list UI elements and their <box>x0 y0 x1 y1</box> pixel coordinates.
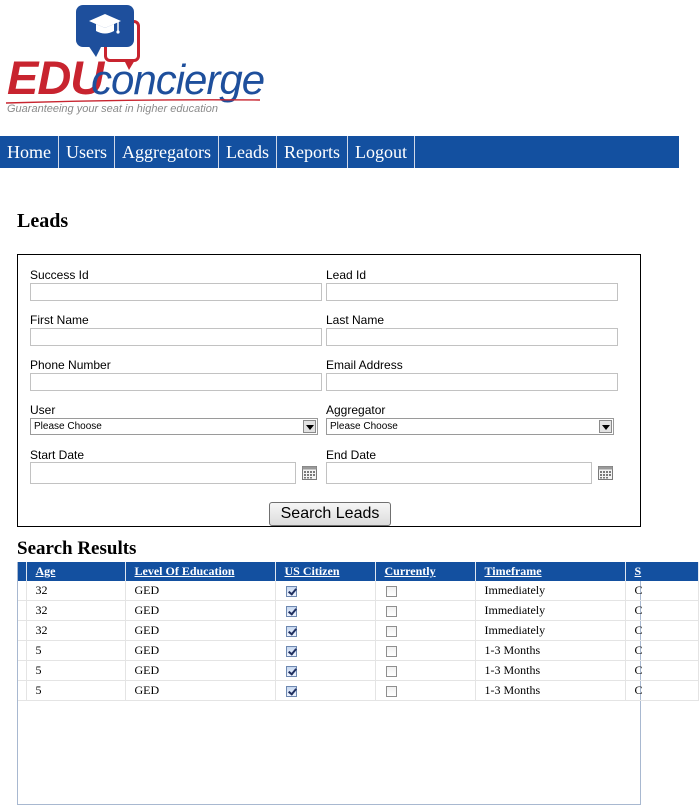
cell-currently <box>375 681 475 701</box>
cell-currently <box>375 601 475 621</box>
cell-s: C <box>625 601 698 621</box>
results-grid-container[interactable] <box>17 562 641 805</box>
row-selector[interactable] <box>18 681 26 701</box>
aggregator-label: Aggregator <box>326 403 386 417</box>
last-name-input[interactable] <box>326 328 618 346</box>
cell-timeframe: 1-3 Months <box>475 641 625 661</box>
cell-us-citizen <box>275 581 375 601</box>
row-selector[interactable] <box>18 581 26 601</box>
us-citizen-checkbox[interactable] <box>286 646 297 657</box>
cell-timeframe: Immediately <box>475 621 625 641</box>
cell-s: C <box>625 681 698 701</box>
us-citizen-checkbox[interactable] <box>286 606 297 617</box>
first-name-input[interactable] <box>30 328 322 346</box>
cell-us-citizen <box>275 601 375 621</box>
cell-age: 32 <box>26 581 125 601</box>
logo-tagline: Guaranteeing your seat in higher education <box>7 103 218 115</box>
table-row[interactable] <box>18 601 698 621</box>
cell-us-citizen <box>275 621 375 641</box>
search-results-title: Search Results <box>17 538 137 559</box>
success-id-label: Success Id <box>30 268 89 282</box>
cell-s: C <box>625 621 698 641</box>
chevron-down-icon[interactable] <box>599 420 612 433</box>
nav-item-users[interactable]: Users <box>59 136 115 168</box>
user-label: User <box>30 403 56 417</box>
first-name-label: First Name <box>30 313 89 327</box>
cell-education: GED <box>125 621 275 641</box>
nav-item-home[interactable]: Home <box>0 136 59 168</box>
cell-age: 5 <box>26 641 125 661</box>
currently-checkbox[interactable] <box>386 666 397 677</box>
cell-age: 32 <box>26 601 125 621</box>
start-date-input[interactable] <box>30 462 296 484</box>
success-id-input[interactable] <box>30 283 322 301</box>
cell-timeframe: Immediately <box>475 581 625 601</box>
currently-checkbox[interactable] <box>386 646 397 657</box>
end-date-input[interactable] <box>326 462 592 484</box>
row-selector-header <box>18 562 26 581</box>
cell-s: C <box>625 641 698 661</box>
graduation-cap-icon <box>88 12 122 38</box>
user-select-value: Please Choose <box>34 421 102 432</box>
row-selector[interactable] <box>18 621 26 641</box>
email-address-label: Email Address <box>326 358 403 372</box>
cell-education: GED <box>125 661 275 681</box>
us-citizen-checkbox[interactable] <box>286 626 297 637</box>
results-table <box>18 562 699 701</box>
table-row[interactable] <box>18 641 698 661</box>
main-nav <box>0 136 679 168</box>
row-selector[interactable] <box>18 641 26 661</box>
table-row[interactable] <box>18 621 698 641</box>
currently-checkbox[interactable] <box>386 586 397 597</box>
logo-edu-text: EDU <box>7 51 104 104</box>
end-date-label: End Date <box>326 448 377 462</box>
aggregator-select-value: Please Choose <box>330 421 398 432</box>
table-row[interactable] <box>18 661 698 681</box>
column-header-us-citizen[interactable]: US Citizen <box>275 562 375 581</box>
cell-currently <box>375 581 475 601</box>
cell-education: GED <box>125 601 275 621</box>
phone-number-label: Phone Number <box>30 358 111 372</box>
us-citizen-checkbox[interactable] <box>286 666 297 677</box>
table-header-row <box>18 562 698 581</box>
column-header-currently[interactable]: Currently <box>375 562 475 581</box>
column-header-education[interactable]: Level Of Education <box>125 562 275 581</box>
email-address-input[interactable] <box>326 373 618 391</box>
aggregator-select[interactable] <box>326 418 614 435</box>
cell-age: 5 <box>26 661 125 681</box>
cell-timeframe: Immediately <box>475 601 625 621</box>
row-selector[interactable] <box>18 661 26 681</box>
phone-number-input[interactable] <box>30 373 322 391</box>
chevron-down-icon[interactable] <box>303 420 316 433</box>
lead-search-form <box>17 254 641 527</box>
column-header-timeframe[interactable]: Timeframe <box>475 562 625 581</box>
nav-item-aggregators[interactable]: Aggregators <box>115 136 219 168</box>
nav-item-logout[interactable]: Logout <box>348 136 415 168</box>
calendar-icon[interactable] <box>302 466 317 480</box>
page-title: Leads <box>17 210 69 232</box>
last-name-label: Last Name <box>326 313 385 327</box>
cell-currently <box>375 621 475 641</box>
nav-item-leads[interactable]: Leads <box>219 136 277 168</box>
search-leads-button[interactable]: Search Leads <box>269 502 391 526</box>
row-selector[interactable] <box>18 601 26 621</box>
table-row[interactable] <box>18 581 698 601</box>
us-citizen-checkbox[interactable] <box>286 686 297 697</box>
us-citizen-checkbox[interactable] <box>286 586 297 597</box>
cell-age: 5 <box>26 681 125 701</box>
start-date-label: Start Date <box>30 448 85 462</box>
currently-checkbox[interactable] <box>386 686 397 697</box>
user-select[interactable] <box>30 418 318 435</box>
currently-checkbox[interactable] <box>386 606 397 617</box>
cell-s: C <box>625 661 698 681</box>
site-logo[interactable] <box>4 2 266 120</box>
cell-s: C <box>625 581 698 601</box>
cell-education: GED <box>125 641 275 661</box>
lead-id-label: Lead Id <box>326 268 367 282</box>
cell-us-citizen <box>275 681 375 701</box>
cell-currently <box>375 641 475 661</box>
lead-id-input[interactable] <box>326 283 618 301</box>
calendar-icon[interactable] <box>598 466 613 480</box>
column-header-age[interactable]: Age <box>26 562 125 581</box>
logo-concierge-text: concierge <box>91 56 265 103</box>
cell-us-citizen <box>275 661 375 681</box>
cell-timeframe: 1-3 Months <box>475 661 625 681</box>
cell-timeframe: 1-3 Months <box>475 681 625 701</box>
table-row[interactable] <box>18 681 698 701</box>
cell-age: 32 <box>26 621 125 641</box>
nav-item-reports[interactable]: Reports <box>277 136 348 168</box>
currently-checkbox[interactable] <box>386 626 397 637</box>
cell-education: GED <box>125 581 275 601</box>
cell-currently <box>375 661 475 681</box>
cell-education: GED <box>125 681 275 701</box>
cell-us-citizen <box>275 641 375 661</box>
column-header-s[interactable]: S <box>625 562 698 581</box>
